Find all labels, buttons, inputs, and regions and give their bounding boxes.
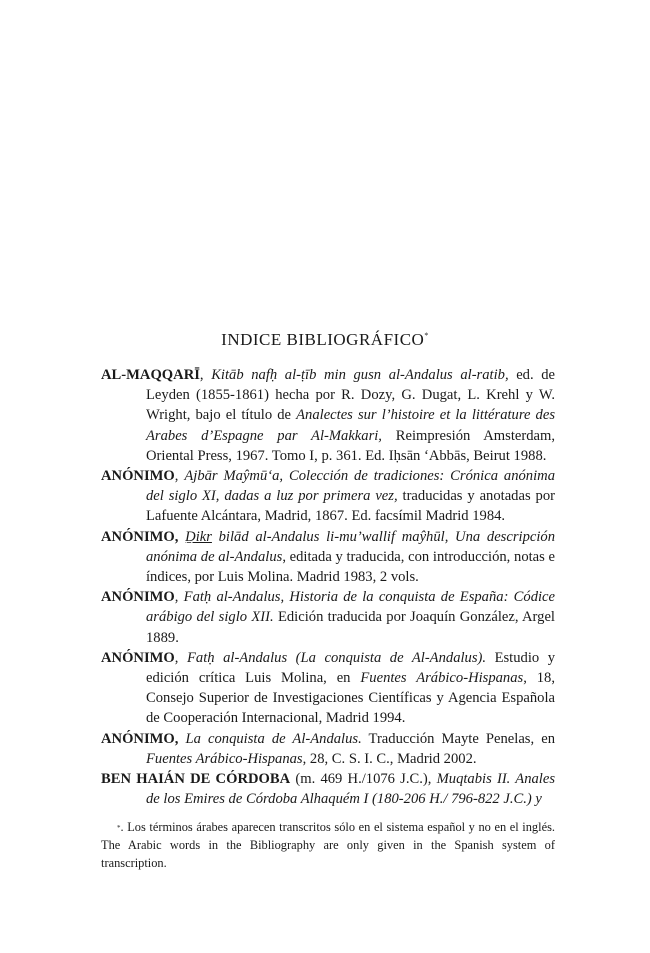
entry-author: AL-MAQQARĪ [101,367,200,383]
entry-author: BEN HAIÁN DE CÓRDOBA [101,771,291,788]
footnote-mark: * [117,824,121,832]
bib-entry-anonimo-dikr [101,527,555,588]
entry-title-secondary: Analectes sur l’histoire et la littérature des Arabes d’Espagne par Al-Makkari, [146,407,556,444]
bib-entry-ben-haian [101,769,555,809]
heading-title: INDICE BIBLIOGRÁFICO [221,330,425,349]
entry-text: Edición traducida por Joaquín González, Argel 1889. [146,609,555,646]
entry-title-underlined: Ḏikr [185,528,212,545]
entry-title: bilād al-Andalus li-mu’wallif maŷhūl, Una descripción anónima de al-Andalus [146,528,555,565]
bib-entry-anonimo-fath-historia [101,587,555,648]
entry-separator: , [174,649,187,666]
entry-separator: , [199,367,212,383]
entry-title: Kitāb nafḥ al-ṭīb min gusn al-Andalus al-ratib, [211,367,509,383]
entry-author: ANÓNIMO [101,589,175,606]
entry-text: Traducción Mayte Penelas, en [361,730,555,747]
entry-author: ANÓNIMO [101,649,175,666]
entry-title-secondary: Fuentes Arábico-Hispanas [146,750,303,767]
entry-text: , 18, Consejo Superior de Investigaciones Científicas y Agencia Española de Cooperación Internacional, Madrid 1994. [146,670,555,727]
entry-text: (m. 469 H./1076 J.C.), [295,771,437,788]
entry-title-secondary: Fuentes Arábico-Hispanas [360,670,524,687]
entry-author: ANÓNIMO [101,468,175,485]
entry-title: Fatḥ al-Andalus (La conquista de Al-Andalus). [186,649,487,666]
footnote-text: . Los términos árabes aparecen transcritos sólo en el sistema español y no en el inglés. The Arabic words in the Bibliography are only given in the Spanish system of transcription. [101,820,555,870]
entry-text: Reimpresión Amsterdam, Oriental Press, 1967. Tomo I, p. 361. Ed. Iḥsān ‘Abbās, Beirut 1988. [146,427,555,464]
bib-entry-anonimo-ajbar [101,466,555,527]
entry-author: ANÓNIMO, [101,528,179,545]
entry-text: , 28, C. S. I. C., Madrid 2002. [302,750,477,767]
entry-text: Estudio y edición crítica Luis Molina, en [146,649,556,687]
entry-text: traducidas y anotadas por Lafuente Alcántara, Madrid, 1867. Ed. facsímil Madrid 1984. [146,488,555,525]
entry-author: ANÓNIMO, [101,730,179,747]
footnote [101,818,555,872]
bibliography-list [101,365,555,809]
bib-entry-al-maqqari [101,365,555,466]
entry-title: Muqtabis II. Anales de los Emires de Córdoba Alhaquém I (180-206 H./ 796-822 J.C.) y [146,771,556,808]
bib-entry-anonimo-fath-conquista [101,648,555,729]
entry-title: Fatḥ al-Andalus, Historia de la conquista de España: Códice arábigo del siglo XII. [146,589,555,626]
heading-footnote-mark: * [424,331,429,340]
entry-separator: , [174,589,184,606]
entry-separator [178,731,185,747]
entry-title: La conquista de Al-Andalus. [185,730,362,747]
page-heading [0,330,650,350]
entry-separator: , [174,468,185,485]
entry-text: , editada y traducida, con introducción, notas e índices, por Luis Molina. Madrid 1983, 2 vols. [146,548,555,586]
bib-entry-anonimo-conquista [101,729,555,769]
entry-text: ed. de Leyden (1855-1861) hecha por R. Dozy, G. Dugat, L. Krehl y W. Wright, bajo el título de [146,367,556,424]
entry-title: Ajbār Maŷmū‘a, Colección de tradiciones: Crónica anónima del siglo XI, dadas a luz por primera vez, [146,468,555,505]
